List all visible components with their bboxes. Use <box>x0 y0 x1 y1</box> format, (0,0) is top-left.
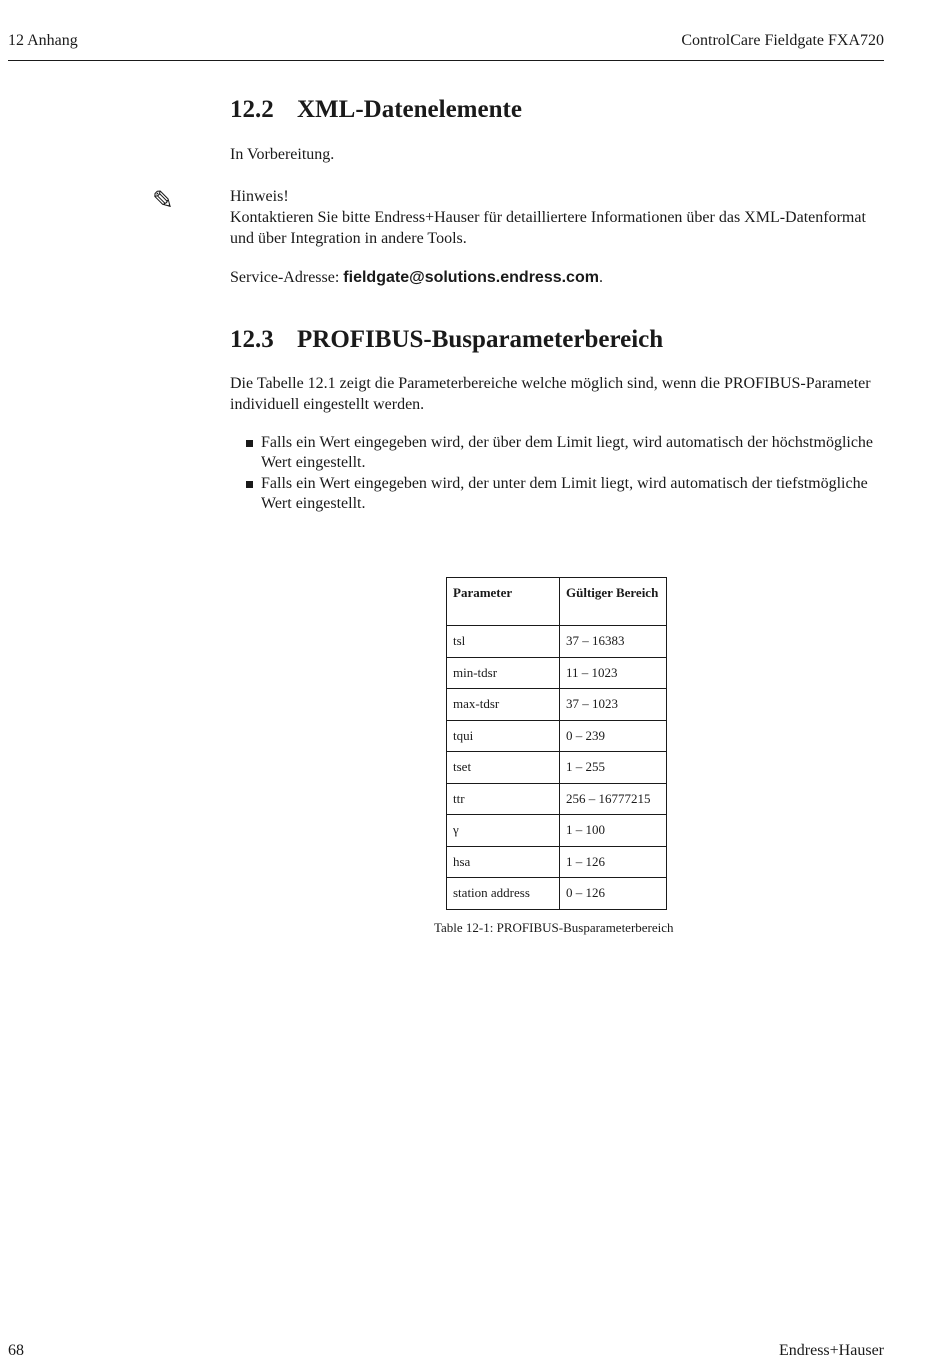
cell-range: 0 – 126 <box>560 878 667 910</box>
cell-range: 37 – 1023 <box>560 689 667 721</box>
parameter-table <box>446 577 667 910</box>
cell-parameter: tset <box>447 752 560 784</box>
bullet-text: Falls ein Wert eingegeben wird, der über dem Limit liegt, wird automatisch der höchstmögliche Wert eingestellt. <box>261 434 874 471</box>
header-chapter: 12 Anhang <box>8 32 78 49</box>
xml-intro: In Vorbereitung. <box>230 146 335 163</box>
cell-range: 256 – 16777215 <box>560 783 667 815</box>
list-item <box>244 474 884 514</box>
header-product: ControlCare Fieldgate FXA720 <box>681 32 884 49</box>
page-number: 68 <box>8 1342 24 1359</box>
cell-parameter: station address <box>447 878 560 910</box>
cell-range: 37 – 16383 <box>560 626 667 658</box>
cell-parameter: γ <box>447 815 560 847</box>
table-row <box>447 626 667 658</box>
note-block <box>230 186 885 249</box>
table-caption: Table 12-1: PROFIBUS-Busparameterbereich <box>434 920 674 935</box>
cell-range: 1 – 100 <box>560 815 667 847</box>
cell-parameter: hsa <box>447 846 560 878</box>
table-row <box>447 752 667 784</box>
bullet-text: Falls ein Wert eingegeben wird, der unter dem Limit liegt, wird automatisch der tiefstmögliche Wert eingestellt. <box>261 475 868 512</box>
note-text: Kontaktieren Sie bitte Endress+Hauser für detailliertere Informationen über das XML-Datenformat und über Integration in andere Tools. <box>230 209 866 247</box>
bullet-square-icon <box>246 481 253 488</box>
table-header-row <box>447 578 667 626</box>
section-heading-profibus <box>230 326 663 354</box>
section-number: 12.2 <box>230 96 274 123</box>
header-divider <box>8 60 884 61</box>
service-label: Service-Adresse: <box>230 269 344 286</box>
service-address <box>230 267 885 288</box>
table-row <box>447 846 667 878</box>
service-email-link[interactable]: fieldgate@solutions.endress.com <box>343 269 599 286</box>
table-row <box>447 720 667 752</box>
column-header-range: Gültiger Bereich <box>560 578 667 626</box>
profibus-intro: Die Tabelle 12.1 zeigt die Parameterbereiche welche möglich sind, wenn die PROFIBUS-Parameter individuell eingestellt werden. <box>230 375 871 413</box>
cell-parameter: max-tdsr <box>447 689 560 721</box>
cell-range: 11 – 1023 <box>560 657 667 689</box>
cell-range: 1 – 126 <box>560 846 667 878</box>
service-period: . <box>598 269 603 286</box>
section-heading-xml <box>230 96 522 124</box>
bullet-list <box>244 433 884 515</box>
cell-parameter: ttr <box>447 783 560 815</box>
cell-range: 1 – 255 <box>560 752 667 784</box>
note-label: Hinweis! <box>230 188 289 205</box>
table-row <box>447 878 667 910</box>
table-row <box>447 657 667 689</box>
pencil-icon: ✎ <box>152 186 174 215</box>
cell-parameter: tqui <box>447 720 560 752</box>
table-row <box>447 783 667 815</box>
footer-brand: Endress+Hauser <box>779 1342 884 1359</box>
list-item <box>244 433 884 473</box>
table-row <box>447 689 667 721</box>
section-title: XML-Datenelemente <box>297 96 522 123</box>
cell-parameter: min-tdsr <box>447 657 560 689</box>
bullet-square-icon <box>246 440 253 447</box>
column-header-parameter: Parameter <box>447 578 560 626</box>
cell-range: 0 – 239 <box>560 720 667 752</box>
table-row <box>447 815 667 847</box>
section-number: 12.3 <box>230 326 274 353</box>
section-title: PROFIBUS-Busparameterbereich <box>297 326 664 353</box>
cell-parameter: tsl <box>447 626 560 658</box>
